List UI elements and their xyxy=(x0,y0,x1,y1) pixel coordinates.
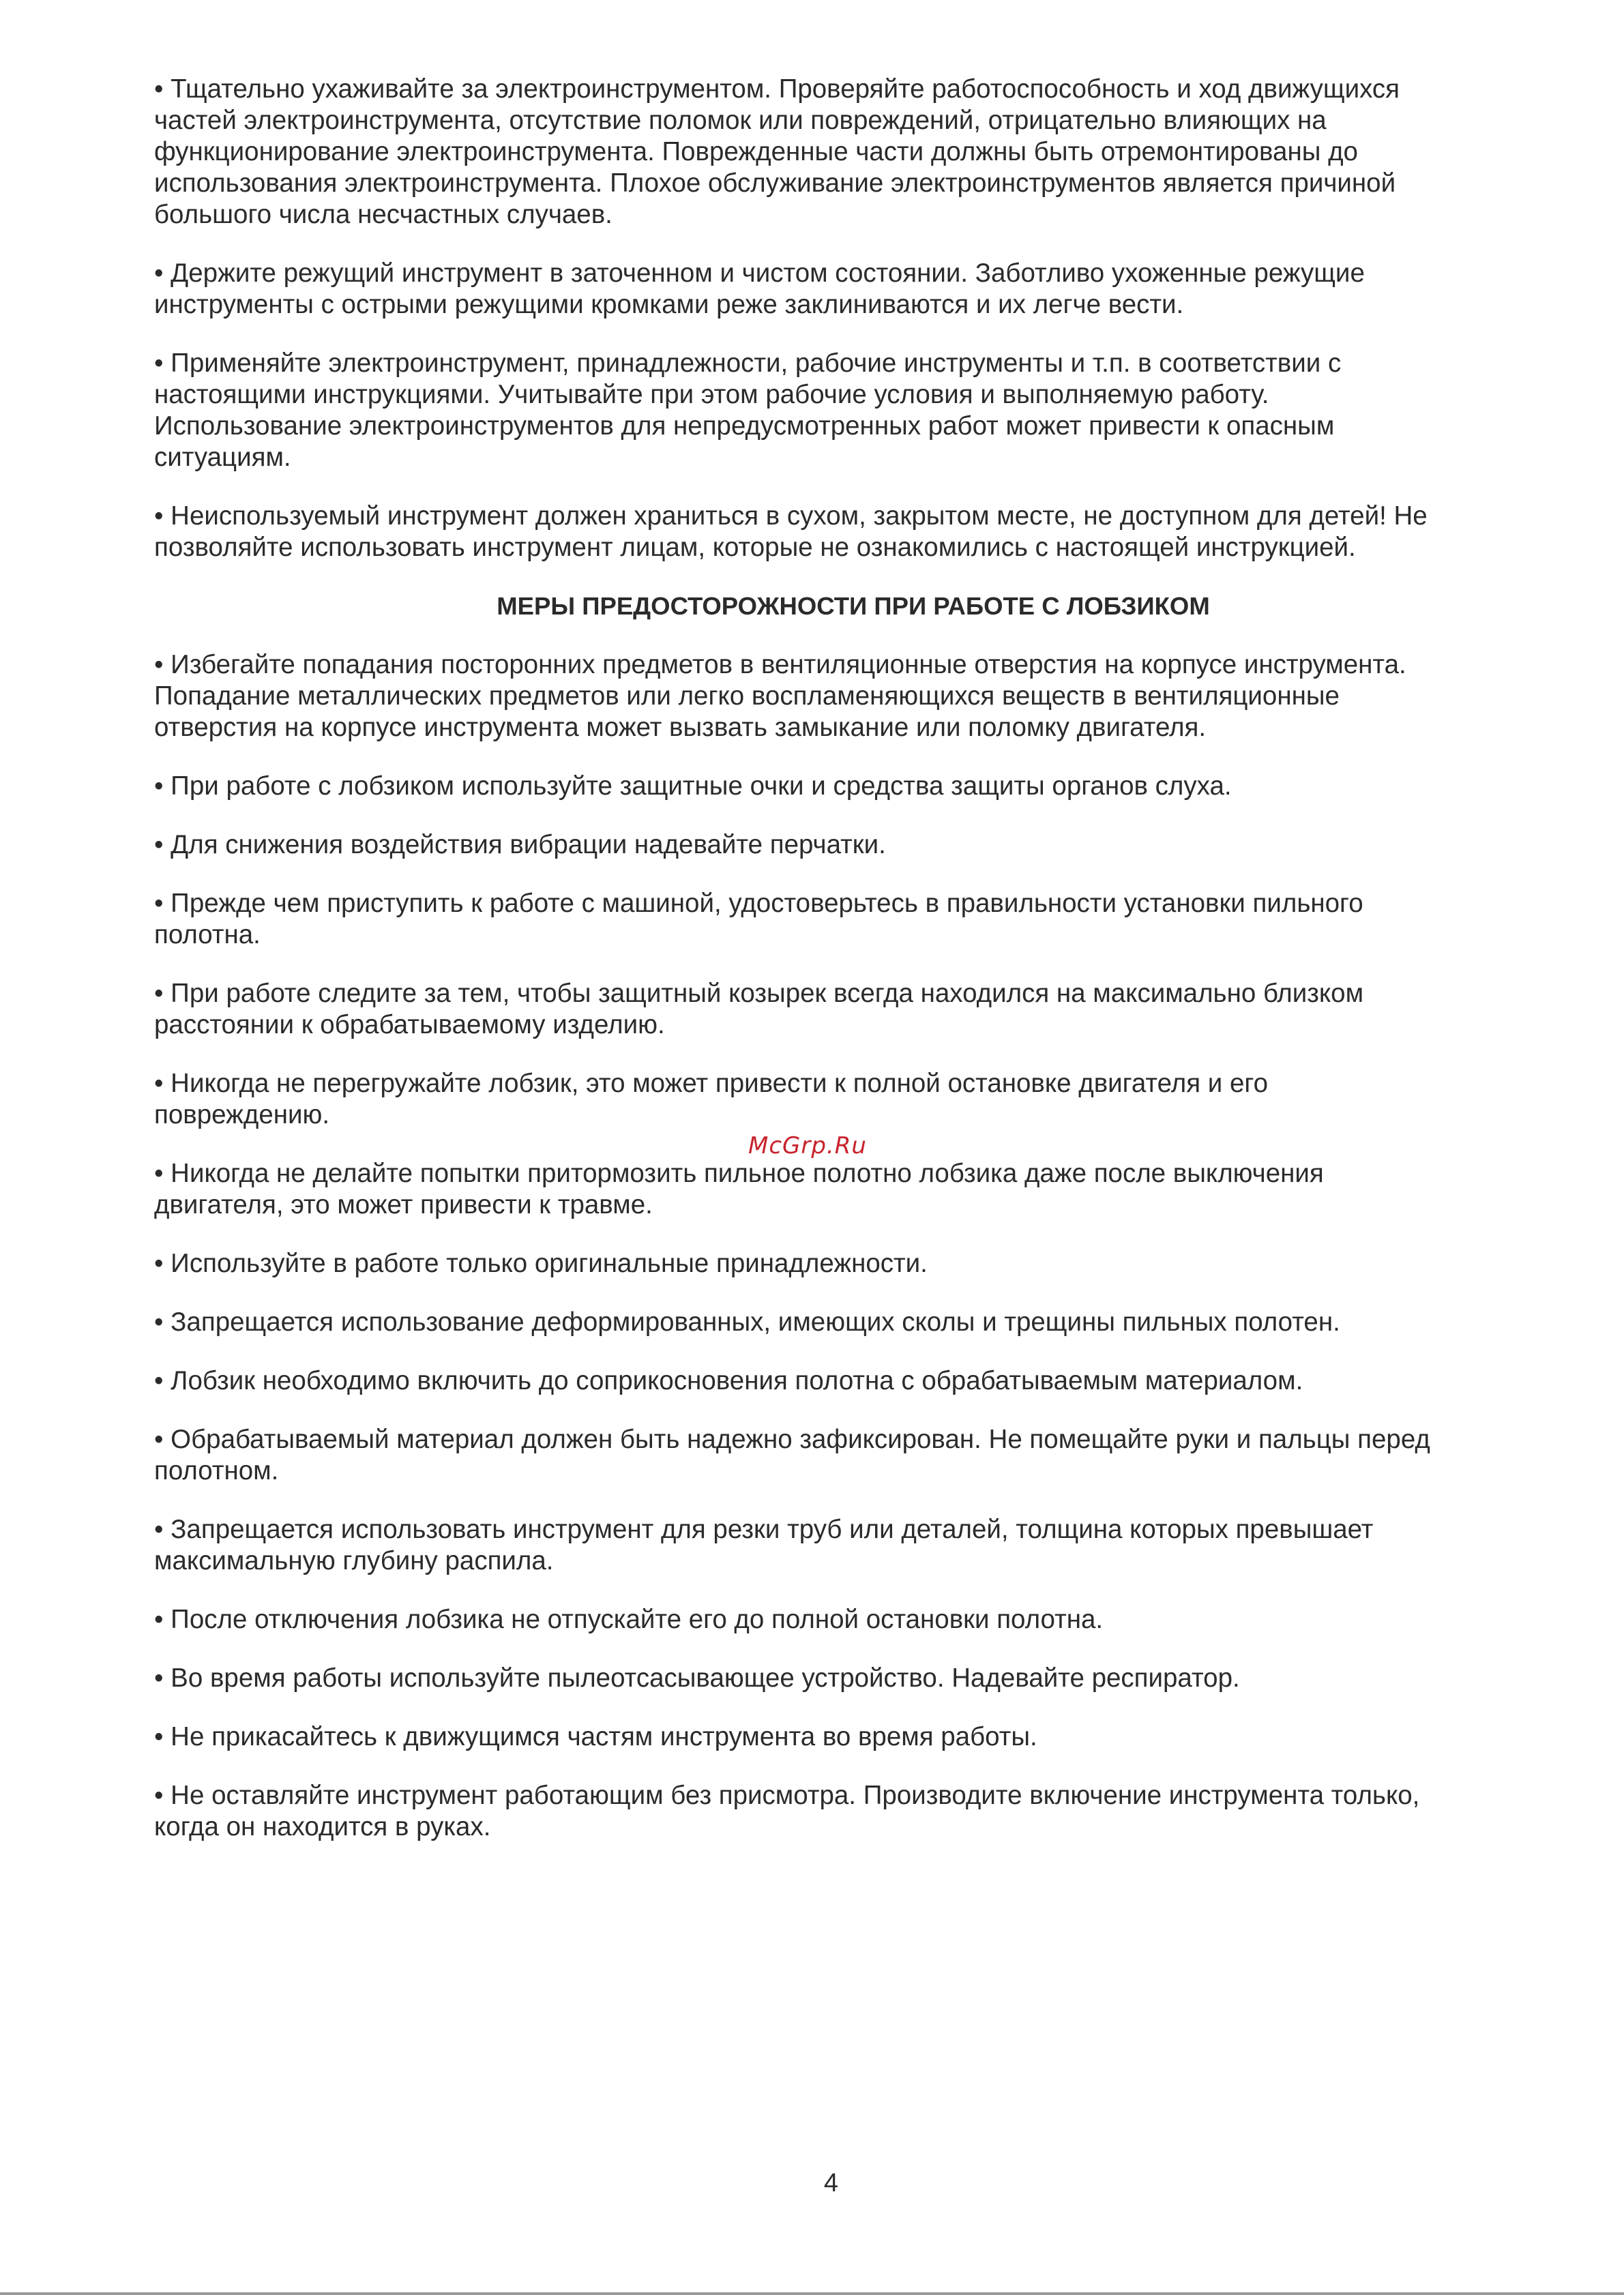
list-item: • Запрещается использовать инструмент для резки труб или деталей, толщина которых превышает максимальную глубину распила. xyxy=(154,1515,1374,1575)
list-item: • Прежде чем приступить к работе с машиной, удостоверьтесь в правильности установки пильного полотна. xyxy=(154,889,1363,949)
paragraph-cutting-tool: • Держите режущий инструмент в заточенном и чистом состоянии. Заботливо ухоженные режущие инструменты с острыми режущими кромками реже заклиниваются и их легче вести. xyxy=(154,258,1365,319)
list-item: • Не прикасайтесь к движущимся частям инструмента во время работы. xyxy=(154,1722,1037,1751)
watermark-text: McGrp.Ru xyxy=(748,1132,867,1159)
list-item: • Во время работы используйте пылеотсасывающее устройство. Надевайте респиратор. xyxy=(154,1663,1240,1693)
paragraph-care: • Тщательно ухаживайте за электроинструментом. Проверяйте работоспособность и ход движущихся частей электроинструмента, отсутствие поломок или повреждений, отрицательно влияющих на функционирование электроинструмента. Поврежденные части должны быть отремонтированы до использования электроинструмента. Плохое обслуживание электроинструментов является причиной большого числа несчастных случаев. xyxy=(154,74,1400,229)
page-number: 4 xyxy=(823,2169,839,2197)
list-item: • Для снижения воздействия вибрации надевайте перчатки. xyxy=(154,830,886,859)
list-item: • Не оставляйте инструмент работающим без присмотра. Производите включение инструмента только, когда он находится в руках. xyxy=(154,1781,1420,1841)
list-item: • Используйте в работе только оригинальные принадлежности. xyxy=(154,1249,928,1278)
list-item: • При работе следите за тем, чтобы защитный козырек всегда находился на максимально близком расстоянии к обрабатываемому изделию. xyxy=(154,979,1364,1039)
paragraph-storage: • Неиспользуемый инструмент должен храниться в сухом, закрытом месте, не доступном для детей! Не позволяйте использовать инструмент лицам, которые не ознакомились с настоящей инструкцией. xyxy=(154,501,1428,562)
paragraph-usage: • Применяйте электроинструмент, принадлежности, рабочие инструменты и т.п. в соответствии с настоящими инструкциями. Учитывайте при этом рабочие условия и выполняемую работу. Использование электроинструментов для непредусмотренных работ может привести к опасным ситуациям. xyxy=(154,349,1342,472)
document-body xyxy=(154,74,1511,1870)
list-item: • Лобзик необходимо включить до соприкосновения полотна с обрабатываемым материалом. xyxy=(154,1366,1303,1395)
page-bottom-divider xyxy=(0,2292,1624,2295)
list-item: • После отключения лобзика не отпускайте его до полной остановки полотна. xyxy=(154,1605,1104,1634)
section-heading: МЕРЫ ПРЕДОСТОРОЖНОСТИ ПРИ РАБОТЕ С ЛОБЗИКОМ xyxy=(497,592,1210,620)
list-item: • Запрещается использование деформированных, имеющих сколы и трещины пильных полотен. xyxy=(154,1307,1340,1337)
list-item: • Никогда не перегружайте лобзик, это может привести к полной остановке двигателя и его повреждению. xyxy=(154,1069,1268,1129)
list-item: • Обрабатываемый материал должен быть надежно зафиксирован. Не помещайте руки и пальцы перед полотном. xyxy=(154,1425,1430,1485)
list-item: • При работе с лобзиком используйте защитные очки и средства защиты органов слуха. xyxy=(154,771,1232,801)
list-item: • Избегайте попадания посторонних предметов в вентиляционные отверстия на корпусе инструмента. Попадание металлических предметов или легко воспламеняющихся веществ в вентиляционные отверстия на корпусе инструмента может вызвать замыкание или поломку двигателя. xyxy=(154,650,1406,742)
list-item: • Никогда не делайте попытки притормозить пильное полотно лобзика даже после выключения двигателя, это может привести к травме. xyxy=(154,1159,1324,1219)
